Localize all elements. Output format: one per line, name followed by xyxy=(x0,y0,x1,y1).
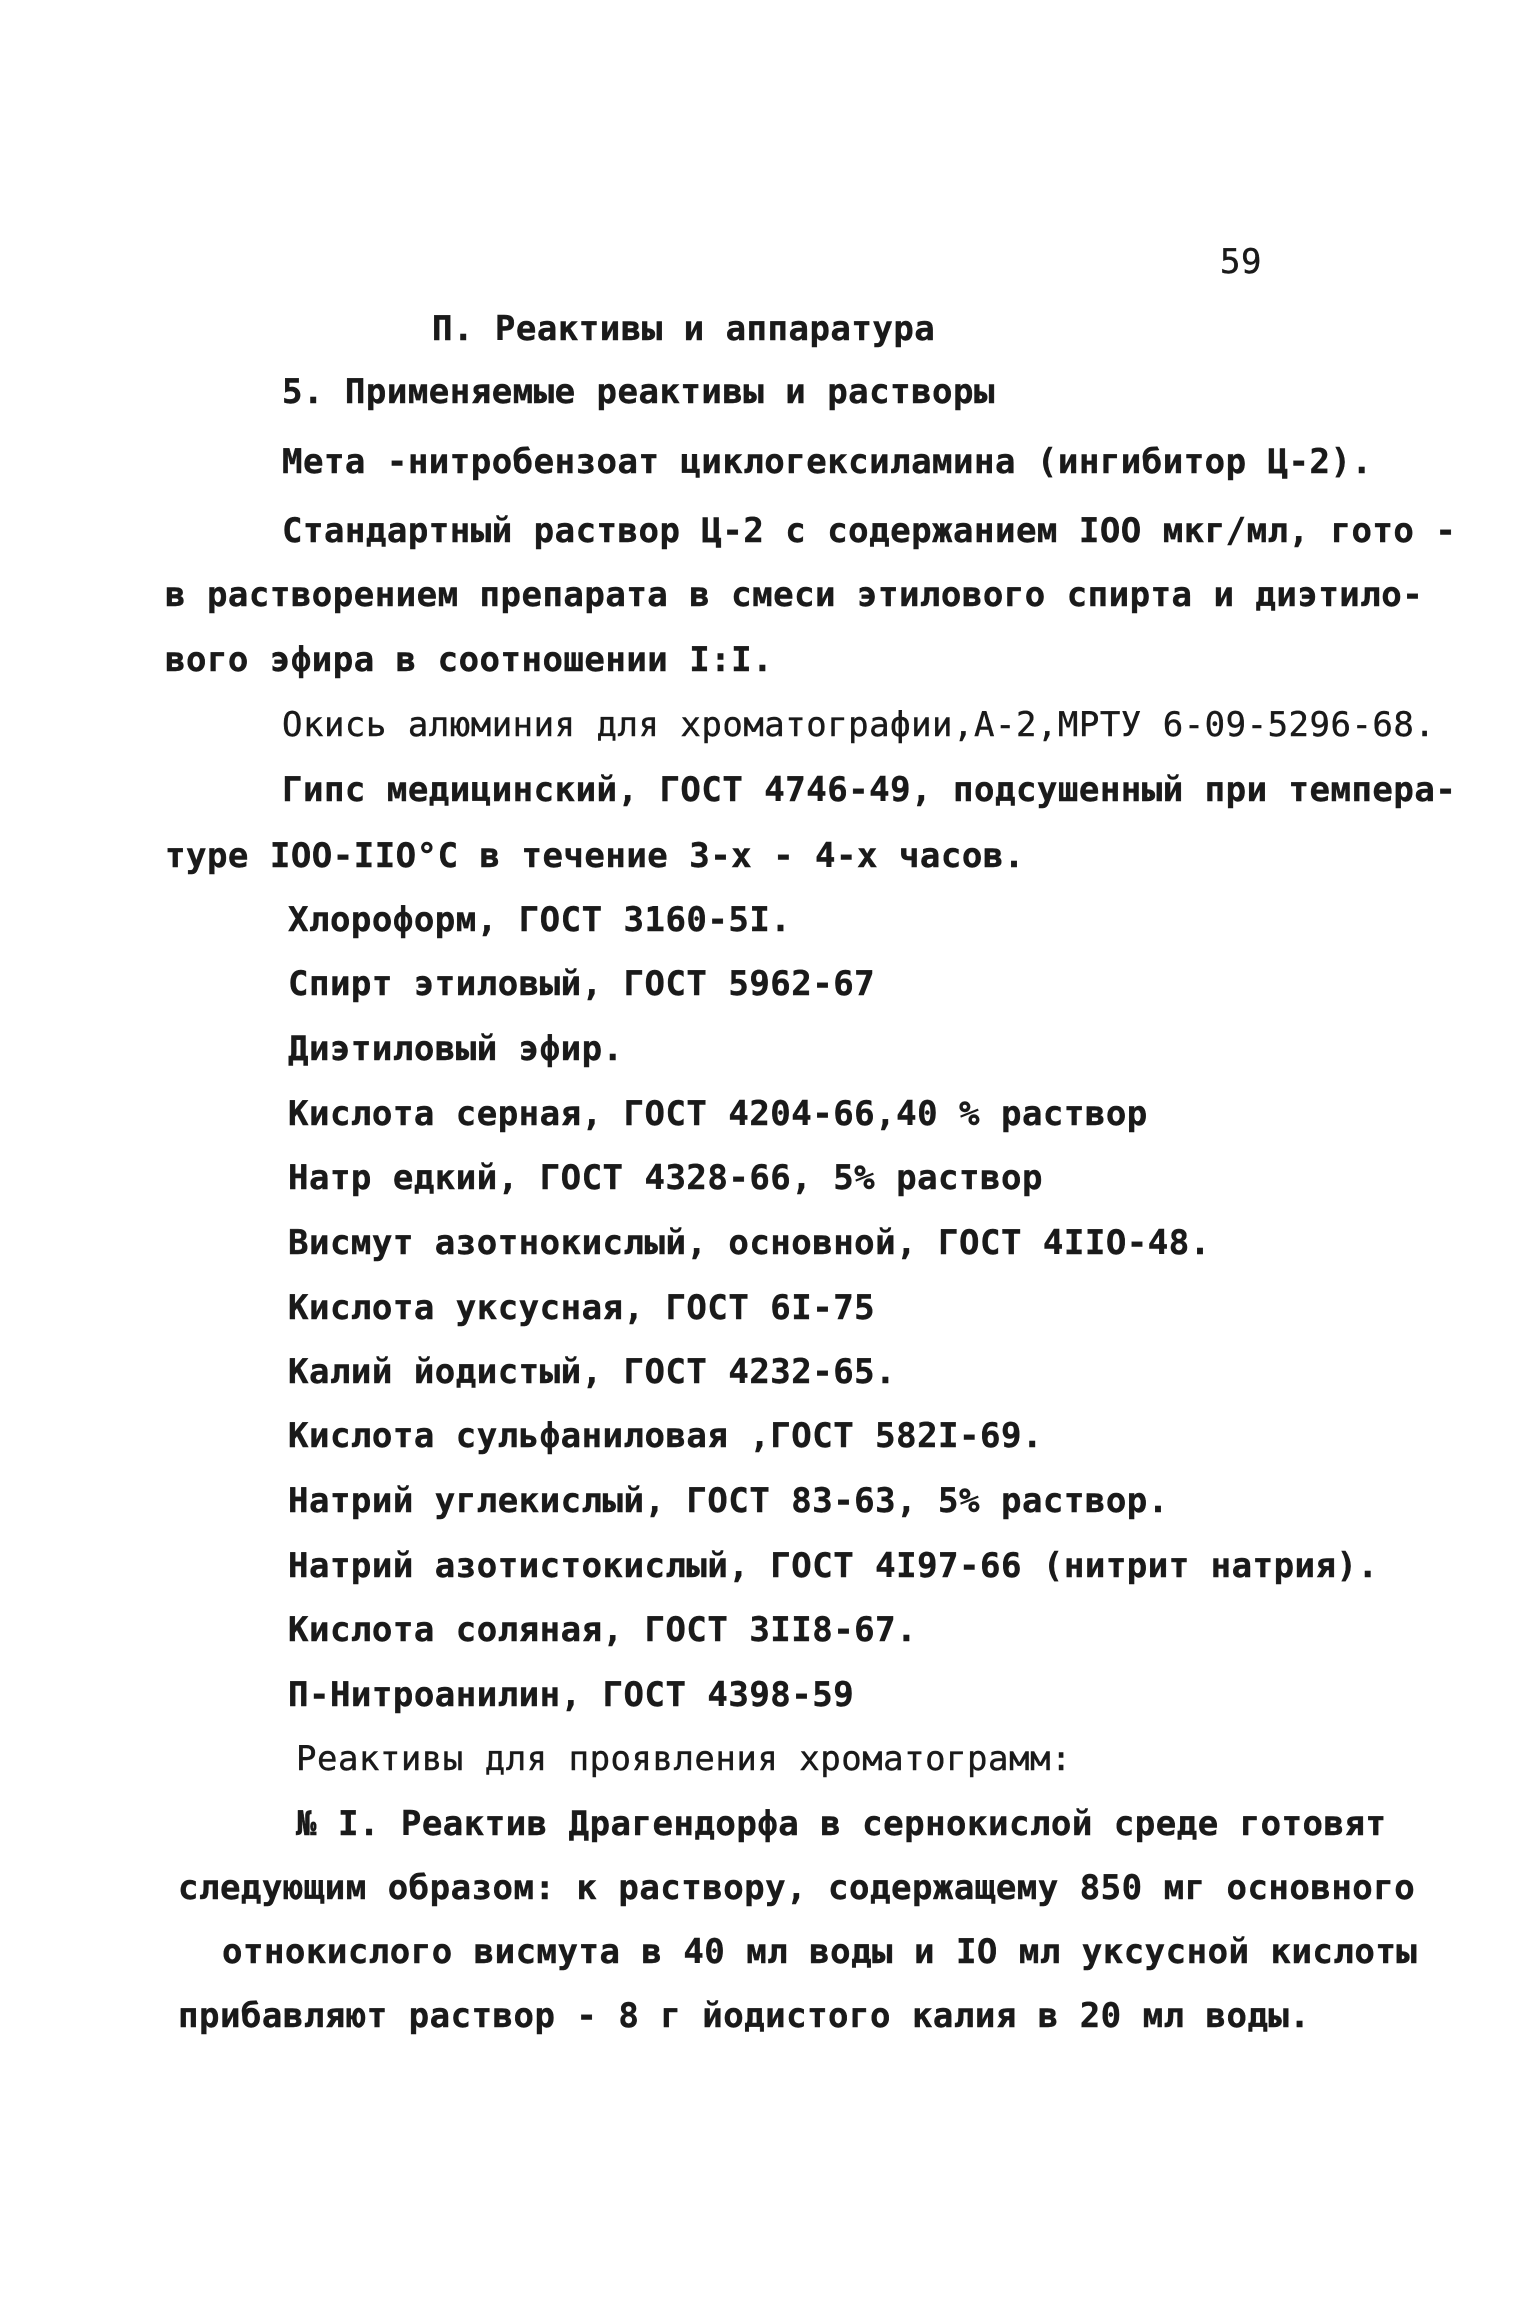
text-line-4: вого эфира в соотношении I:I. xyxy=(165,640,774,680)
text-line-23: следующим образом: к раствору, содержащему 850 мг основного xyxy=(178,1868,1416,1908)
text-line-15: Калий йодистый, ГОСТ 4232-65. xyxy=(288,1352,897,1392)
page-number: 59 xyxy=(1220,242,1262,282)
text-line-3: в растворением препарата в смеси этилового спирта и диэтило- xyxy=(165,575,1424,615)
text-line-5: Окись алюминия для хроматографии,А-2,МРТУ 6-09-5296-68. xyxy=(282,705,1436,745)
text-line-1: Мета -нитробензоат циклогексиламина (ингибитор Ц-2). xyxy=(282,442,1373,482)
text-line-8: Хлороформ, ГОСТ 3160-5I. xyxy=(288,900,792,940)
text-line-11: Кислота серная, ГОСТ 4204-66,40 % раствор xyxy=(288,1094,1148,1134)
text-line-17: Натрий углекислый, ГОСТ 83-63, 5% раствор. xyxy=(288,1481,1169,1521)
text-line-14: Кислота уксусная, ГОСТ 6I-75 xyxy=(288,1288,876,1328)
text-line-21: Реактивы для проявления хроматограмм: xyxy=(296,1739,1072,1779)
text-line-7: туре IOO-IIO°C в течение 3-х - 4-х часов. xyxy=(165,836,1025,876)
text-line-22: № I. Реактив Драгендорфа в сернокислой среде готовят xyxy=(296,1804,1387,1844)
text-line-6: Гипс медицинский, ГОСТ 4746-49, подсушенный при темпера- xyxy=(282,770,1457,810)
section-title: П. Реактивы и аппаратура xyxy=(432,309,936,349)
text-line-2: Стандартный раствор Ц-2 с содержанием IOO мкг/мл, гото - xyxy=(282,511,1457,551)
text-line-16: Кислота сульфаниловая ,ГОСТ 582I-69. xyxy=(288,1416,1043,1456)
text-line-20: П-Нитроанилин, ГОСТ 4398-59 xyxy=(288,1675,855,1715)
text-line-24: отнокислого висмута в 40 мл воды и IO мл уксусной кислоты xyxy=(222,1932,1418,1972)
text-line-13: Висмут азотнокислый, основной, ГОСТ 4IIO-48. xyxy=(288,1223,1211,1263)
text-line-12: Натр едкий, ГОСТ 4328-66, 5% раствор xyxy=(288,1158,1043,1198)
text-line-10: Диэтиловый эфир. xyxy=(288,1029,624,1069)
text-line-19: Кислота соляная, ГОСТ 3II8-67. xyxy=(288,1610,918,1650)
text-line-25: прибавляют раствор - 8 г йодистого калия в 20 мл воды. xyxy=(178,1996,1311,2036)
text-line-9: Спирт этиловый, ГОСТ 5962-67 xyxy=(288,964,876,1004)
subsection-title: 5. Применяемые реактивы и растворы xyxy=(282,372,995,412)
text-line-18: Натрий азотистокислый, ГОСТ 4I97-66 (нитрит натрия). xyxy=(288,1546,1379,1586)
